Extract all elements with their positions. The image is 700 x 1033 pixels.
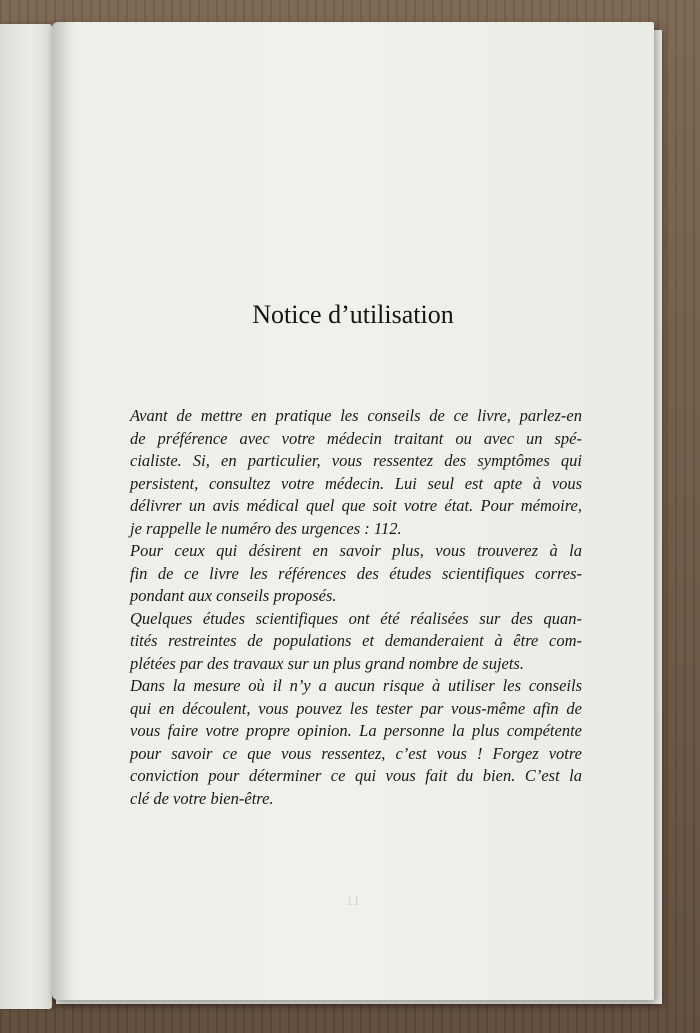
gutter-shadow bbox=[52, 22, 72, 1000]
page-title: Notice d’utilisation bbox=[252, 300, 454, 329]
text-line: pondant aux conseils proposés. bbox=[130, 586, 337, 605]
left-page-edge bbox=[0, 24, 52, 1009]
text-line: vous faire votre propre opinion. La personne la plus compétente bbox=[130, 721, 582, 740]
text-line: Avant de mettre en pratique les conseils de ce livre, parlez-en bbox=[130, 406, 582, 425]
text-line: tités restreintes de populations et demanderaient à être com- bbox=[130, 631, 582, 650]
text-line: cialiste. Si, en particulier, vous ressentez des symptômes qui bbox=[130, 451, 582, 470]
text-line: Quelques études scientifiques ont été réalisées sur des quan- bbox=[130, 608, 582, 628]
text-line: conviction pour déterminer ce qui vous fait du bien. C’est la bbox=[130, 766, 582, 785]
text-line: de préférence avec votre médecin traitant ou avec un spé- bbox=[130, 428, 582, 448]
text-line: fin de ce livre les références des études scientifiques corres- bbox=[130, 563, 582, 583]
text-line: Pour ceux qui désirent en savoir plus, vous trouverez à la bbox=[130, 541, 582, 560]
body-text bbox=[130, 405, 582, 810]
text-line: qui en découlent, vous pouvez les tester par vous-même afin de bbox=[130, 698, 582, 718]
text-line: pour savoir ce que vous ressentez, c’est vous ! Forgez votre bbox=[130, 743, 582, 763]
text-line: plétées par des travaux sur un plus grand nombre de sujets. bbox=[130, 653, 524, 673]
text-line: je rappelle le numéro des urgences : 112. bbox=[130, 518, 402, 538]
paragraph-1 bbox=[130, 405, 582, 540]
text-line: clé de votre bien-être. bbox=[130, 788, 274, 808]
page-number: 11 bbox=[345, 893, 361, 909]
paragraph-2 bbox=[130, 540, 582, 608]
paragraph-3 bbox=[130, 608, 582, 676]
text-line: persistent, consultez votre médecin. Lui seul est apte à vous bbox=[130, 473, 582, 493]
text-line: délivrer un avis médical quel que soit votre état. Pour mémoire, bbox=[130, 496, 582, 515]
paragraph-4 bbox=[130, 675, 582, 810]
text-line: Dans la mesure où il n’y a aucun risque à utiliser les conseils bbox=[130, 676, 582, 695]
